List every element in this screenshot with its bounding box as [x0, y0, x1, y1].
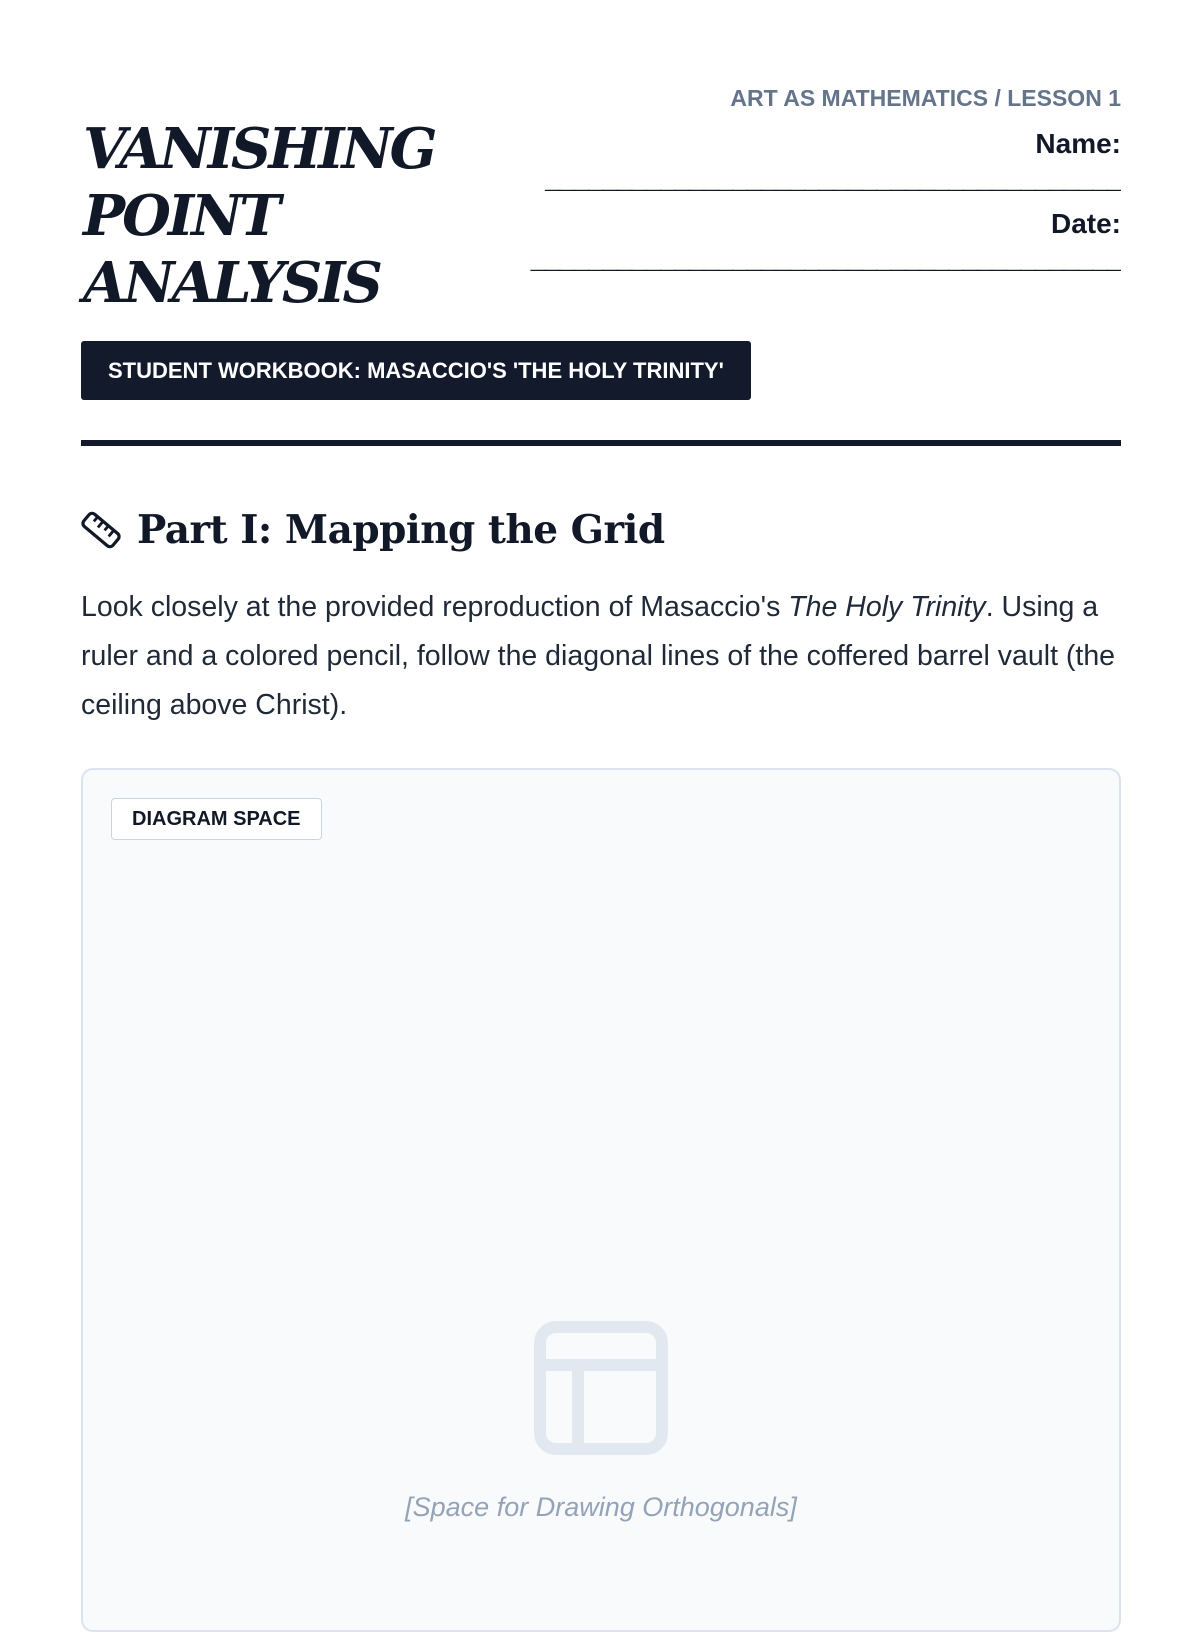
ruler-icon	[81, 510, 121, 550]
workbook-badge: STUDENT WORKBOOK: MASACCIO'S 'THE HOLY TRINITY'	[81, 341, 751, 400]
title-line-2: POINT	[83, 183, 278, 249]
title-line-3: ANALYSIS	[83, 250, 380, 316]
title-line-1: VANISHING	[83, 116, 435, 182]
instructions-before: Look closely at the provided reproduction of Masaccio's	[81, 591, 789, 623]
date-field[interactable]: _________________________________________	[530, 246, 1121, 276]
instructions-text	[81, 583, 1121, 730]
instructions-after: . Using a ruler and a colored pencil, follow the diagonal lines of the coffered barrel vault (the ceiling above Christ).	[81, 591, 1116, 721]
lesson-tag: ART AS MATHEMATICS / LESSON 1	[730, 85, 1121, 111]
date-label: Date:	[1050, 208, 1121, 239]
diagram-space[interactable]	[81, 768, 1121, 1632]
diagram-badge: DIAGRAM SPACE	[111, 798, 322, 840]
section-title: Part I: Mapping the Grid	[137, 507, 665, 553]
header-divider	[81, 440, 1121, 446]
worksheet-header	[81, 0, 1121, 440]
part1-heading	[81, 500, 665, 560]
student-info-block	[481, 80, 1121, 276]
artwork-title: The Holy Trinity	[788, 591, 986, 623]
page-title	[83, 116, 503, 317]
name-label: Name:	[1035, 128, 1121, 159]
worksheet-page	[81, 0, 1121, 1600]
name-field[interactable]: ________________________________________	[544, 166, 1121, 196]
layout-icon	[533, 1320, 669, 1456]
diagram-caption: [Space for Drawing Orthogonals]	[405, 1492, 797, 1522]
